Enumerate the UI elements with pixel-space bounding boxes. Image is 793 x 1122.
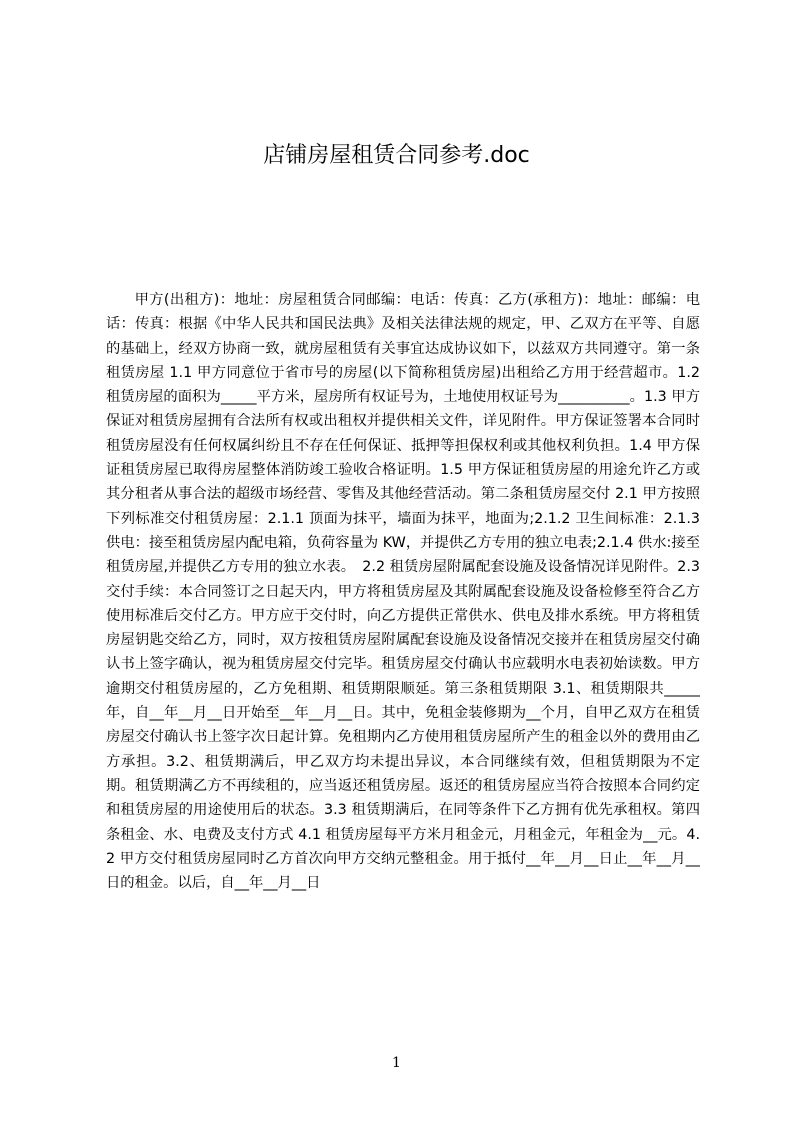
contract-body-text: 甲方(出租方)：地址：房屋租赁合同邮编：电话：传真：乙方(承租方)：地址：邮编：电话：传真：根据《中华人民共和国民法典》及相关法律法规的规定，甲、乙双方在平等、自愿的基础上，经双方协商一致，就房屋租赁有关事宜达成协议如下，以兹双方共同遵守。第一条租赁房屋 1.1 甲方同意位于省市号的房屋(以下简称租赁房屋)出租给乙方用于经营超市。1.2 租赁房屋的面积为_____平方米，屋房所有权证号为，土地使用权证号为__________。1.3 甲方保证对租赁房屋拥有合法所有权或出租权并提供相关文件，详见附件。甲方保证签署本合同时租赁房屋没有任何权属纠纷且不存在任何保证、抵押等担保权利或其他权利负担。1.4 甲方保证租赁房屋已取得房屋整体消防竣工验收合格证明。1.5 甲方保证租赁房屋的用途允许乙方或其分租者从事合法的超级市场经营、零售及其他经营活动。第二条租赁房屋交付 2.1 甲方按照下列标准交付租赁房屋：2.1.1 顶面为抹平，墙面为抹平，地面为;2.1.2 卫生间标准：2.1.3 供电：接至租赁房屋内配电箱，负荷容量为 KW，并提供乙方专用的独立电表;2.1.4 供水:接至租赁房屋,并提供乙方专用的独立水表。 2.2 租赁房屋附属配套设施及设备情况详见附件。2.3 交付手续：本合同签订之日起天内，甲方将租赁房屋及其附属配套设施及设备检修至符合乙方使用标准后交付乙方。甲方应于交付时，向乙方提供正常供水、供电及排水系统。甲方将租赁房屋钥匙交给乙方，同时，双方按租赁房屋附属配套设施及设备情况交接并在租赁房屋交付确认书上签字确认，视为租赁房屋交付完毕。租赁房屋交付确认书应载明水电表初始读数。甲方逾期交付租赁房屋的，乙方免租期、租赁期限顺延。第三条租赁期限 3.1、租赁期限共_____年，自__年__月__日开始至__年__月__日。其中，免租金装修期为__个月，自甲乙双方在租赁房屋交付确认书上签字次日起计算。免租期内乙方使用租赁房屋所产生的租金以外的费用由乙方承担。3.2、租赁期满后，甲乙双方均未提出异议，本合同继续有效，但租赁期限为不定期。租赁期满乙方不再续租的，应当返还租赁房屋。返还的租赁房屋应当符合按照本合同约定和租赁房屋的用途使用后的状态。3.3 租赁期满后，在同等条件下乙方拥有优先承租权。第四条租金、水、电费及支付方式 4.1 租赁房屋每平方米月租金元，月租金元，年租金为__元。4.2 甲方交付租赁房屋同时乙方首次向甲方交纳元整租金。用于抵付__年__月__日止__年__月__日的租金。以后，自__年__月__日 <box>106 292 700 892</box>
page-number: 1 <box>392 1055 401 1071</box>
document-title: 店铺房屋租赁合同参考.doc <box>263 143 530 168</box>
